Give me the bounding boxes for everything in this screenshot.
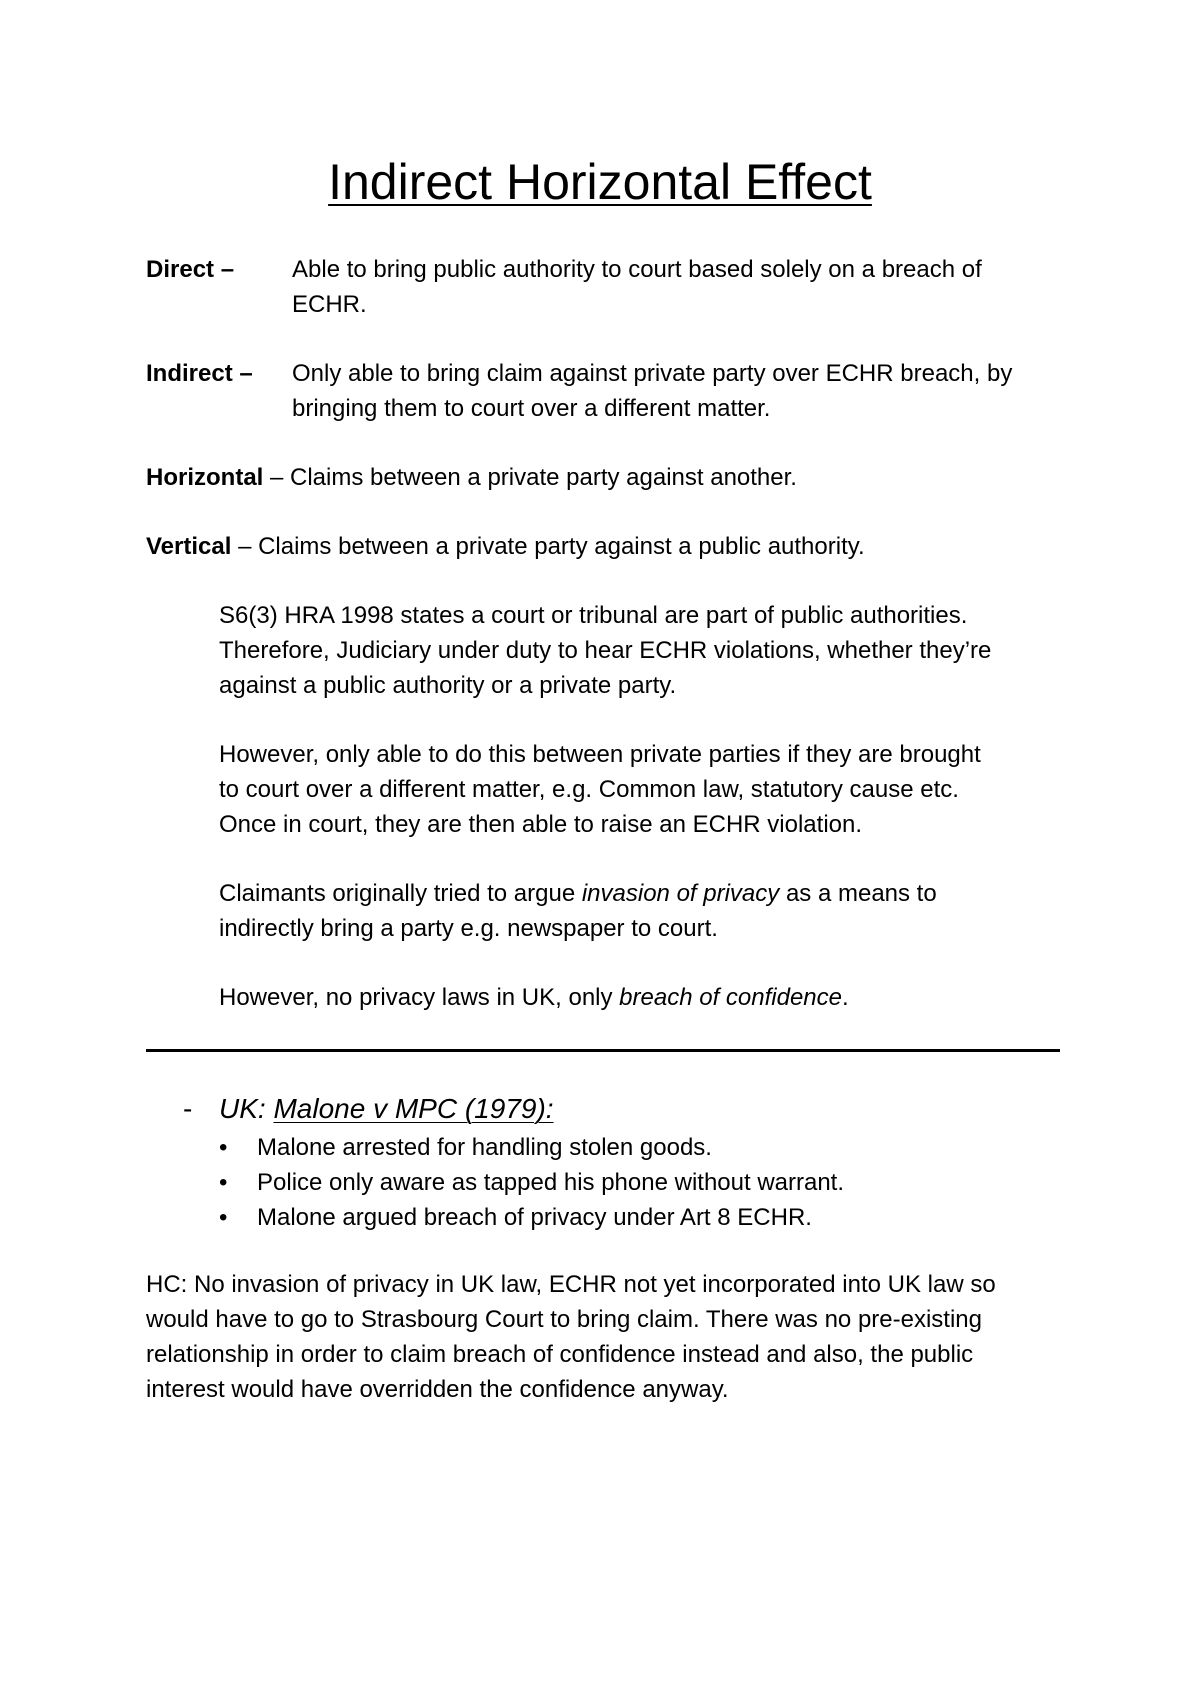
definition-term: Vertical: [146, 533, 232, 560]
paragraph-line: Once in court, they are then able to raise an ECHR violation.: [219, 811, 863, 838]
paragraph-line: interest would have overridden the confidence anyway.: [146, 1376, 729, 1403]
text-run: Claimants originally tried to argue: [219, 880, 582, 907]
paragraph-line: S6(3) HRA 1998 states a court or tribunal are part of public authorities.: [219, 602, 968, 629]
definition-text: – Claims between a private party against a public authority.: [231, 533, 865, 560]
paragraph-breach-of-confidence: [219, 980, 1079, 1015]
definition-indirect: [146, 356, 1066, 426]
definition-horizontal: [146, 460, 1066, 495]
paragraph-line: However, only able to do this between private parties if they are brought: [219, 741, 981, 768]
paragraph-invasion-of-privacy: [219, 876, 1079, 946]
paragraph-private-parties: [219, 737, 1079, 842]
page-title: Indirect Horizontal Effect: [328, 154, 872, 210]
definition-vertical: [146, 529, 1066, 564]
paragraph-line: Therefore, Judiciary under duty to hear ECHR violations, whether they’re: [219, 637, 992, 664]
bullet-icon: •: [219, 1169, 228, 1196]
text-run: .: [842, 984, 849, 1011]
paragraph-line: relationship in order to claim breach of confidence instead and also, the public: [146, 1341, 974, 1368]
case-bullet-list: [219, 1130, 844, 1235]
paragraph-line: would have to go to Strasbourg Court to bring claim. There was no pre-existing: [146, 1306, 982, 1333]
case-heading: [183, 1089, 554, 1129]
paragraph-line: against a public authority or a private party.: [219, 672, 677, 699]
paragraph-line: to court over a different matter, e.g. Common law, statutory cause etc.: [219, 776, 959, 803]
definition-text: [292, 356, 1066, 426]
definition-line: Able to bring public authority to court based solely on a breach of: [292, 256, 982, 283]
list-item-text: Malone arrested for handling stolen goods.: [257, 1134, 712, 1161]
definition-direct: [146, 252, 1066, 322]
definition-term: Direct –: [146, 256, 235, 283]
italic-term: breach of confidence: [619, 984, 842, 1011]
case-prefix: UK:: [219, 1093, 274, 1124]
case-name: Malone v MPC (1979):: [273, 1093, 554, 1124]
definition-term: Horizontal: [146, 464, 264, 491]
definition-line: Only able to bring claim against private party over ECHR breach, by: [292, 360, 1013, 387]
definition-text: – Claims between a private party against another.: [263, 464, 797, 491]
definition-line: ECHR.: [292, 291, 367, 318]
list-item-text: Police only aware as tapped his phone without warrant.: [257, 1169, 845, 1196]
list-item: [219, 1200, 844, 1235]
dash-marker: -: [183, 1093, 193, 1124]
text-run: However, no privacy laws in UK, only: [219, 984, 620, 1011]
definition-term: Indirect –: [146, 360, 253, 387]
paragraph-line: indirectly bring a party e.g. newspaper to court.: [219, 915, 718, 942]
italic-term: invasion of privacy: [581, 880, 780, 907]
paragraph-s6-hra: [219, 598, 1079, 703]
list-item-text: Malone argued breach of privacy under Art 8 ECHR.: [257, 1204, 812, 1231]
paragraph-line: HC: No invasion of privacy in UK law, ECHR not yet incorporated into UK law so: [146, 1271, 996, 1298]
bullet-icon: •: [219, 1204, 228, 1231]
horizontal-rule: [146, 1049, 1060, 1052]
paragraph-high-court-ruling: [146, 1267, 1066, 1407]
bullet-icon: •: [219, 1134, 228, 1161]
definition-text: [292, 252, 1066, 322]
list-item: [219, 1130, 844, 1165]
paragraph-line: [219, 980, 1079, 1015]
definition-line: bringing them to court over a different matter.: [292, 395, 771, 422]
list-item: [219, 1165, 844, 1200]
paragraph-line: [219, 876, 1079, 911]
text-run: as a means to: [779, 880, 937, 907]
